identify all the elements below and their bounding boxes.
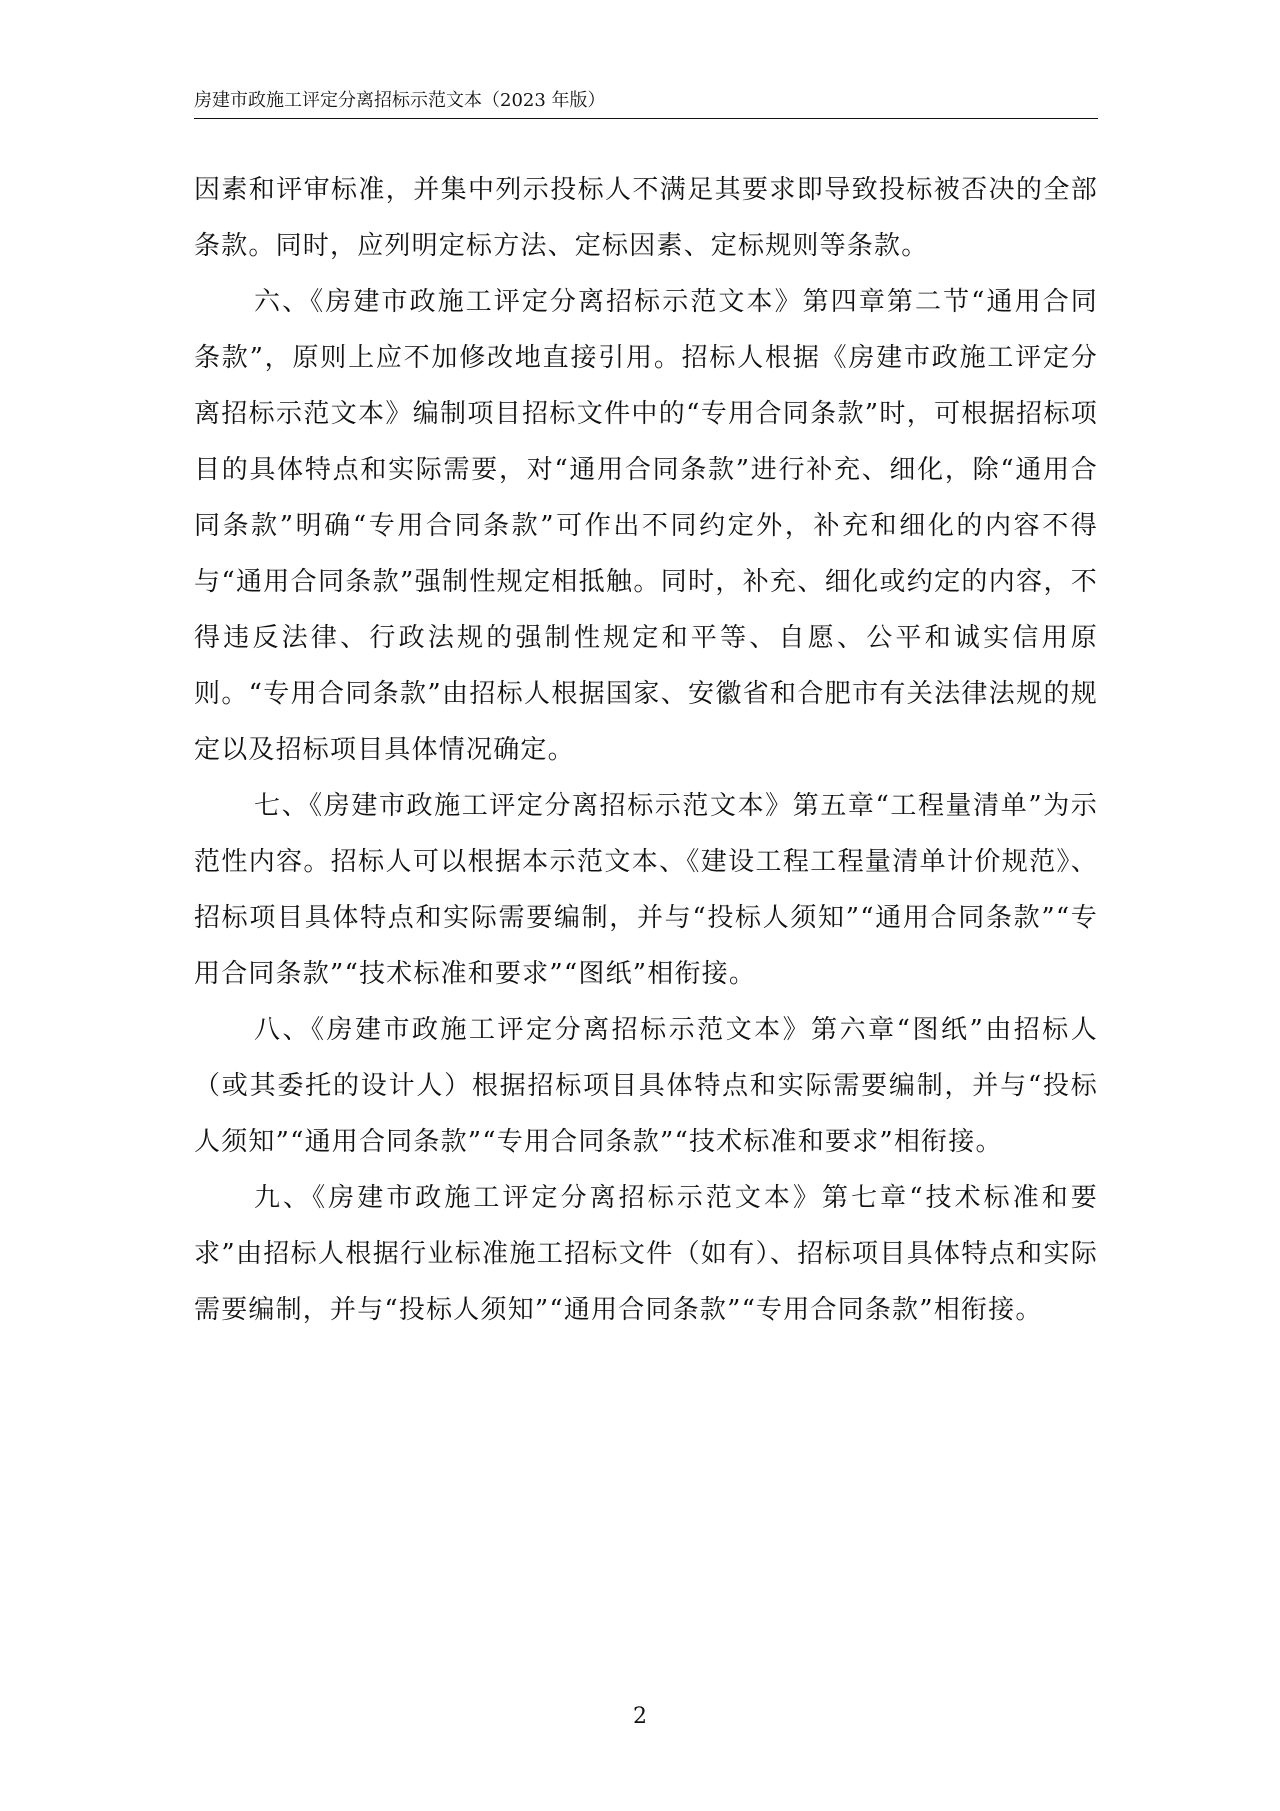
paragraph-eight: 八、《房建市政施工评定分离招标示范文本》第六章“图纸”由招标人（或其委托的设计人）根据招标项目具体特点和实际需要编制，并与“投标人须知”“通用合同条款”“专用合同条款”“技术标准和要求”相衔接。 — [194, 1015, 1098, 1157]
header-divider — [194, 118, 1098, 119]
paragraph-continuation: 因素和评审标准，并集中列示投标人不满足其要求即导致投标被否决的全部条款。同时，应列明定标方法、定标因素、定标规则等条款。 — [194, 175, 1098, 261]
paragraph-six: 六、《房建市政施工评定分离招标示范文本》第四章第二节“通用合同条款”，原则上应不加修改地直接引用。招标人根据《房建市政施工评定分离招标示范文本》编制项目招标文件中的“专用合同条款”时，可根据招标项目的具体特点和实际需要，对“通用合同条款”进行补充、细化，除“通用合同条款”明确“专用合同条款”可作出不同约定外，补充和细化的内容不得与“通用合同条款”强制性规定相抵触。同时，补充、细化或约定的内容，不得违反法律、行政法规的强制性规定和平等、自愿、公平和诚实信用原则。“专用合同条款”由招标人根据国家、安徽省和合肥市有关法律法规的规定以及招标项目具体情况确定。 — [194, 287, 1098, 765]
paragraph-seven: 七、《房建市政施工评定分离招标示范文本》第五章“工程量清单”为示范性内容。招标人可以根据本示范文本、《建设工程工程量清单计价规范》、招标项目具体特点和实际需要编制，并与“投标人须知”“通用合同条款”“专用合同条款”“技术标准和要求”“图纸”相衔接。 — [194, 791, 1098, 989]
document-body — [194, 162, 1098, 1338]
running-header: 房建市政施工评定分离招标示范文本（2023 年版） — [194, 90, 606, 111]
paragraph-nine: 九、《房建市政施工评定分离招标示范文本》第七章“技术标准和要求”由招标人根据行业标准施工招标文件（如有）、招标项目具体特点和实际需要编制，并与“投标人须知”“通用合同条款”“专用合同条款”相衔接。 — [194, 1183, 1098, 1325]
page-number: 2 — [633, 1704, 647, 1729]
